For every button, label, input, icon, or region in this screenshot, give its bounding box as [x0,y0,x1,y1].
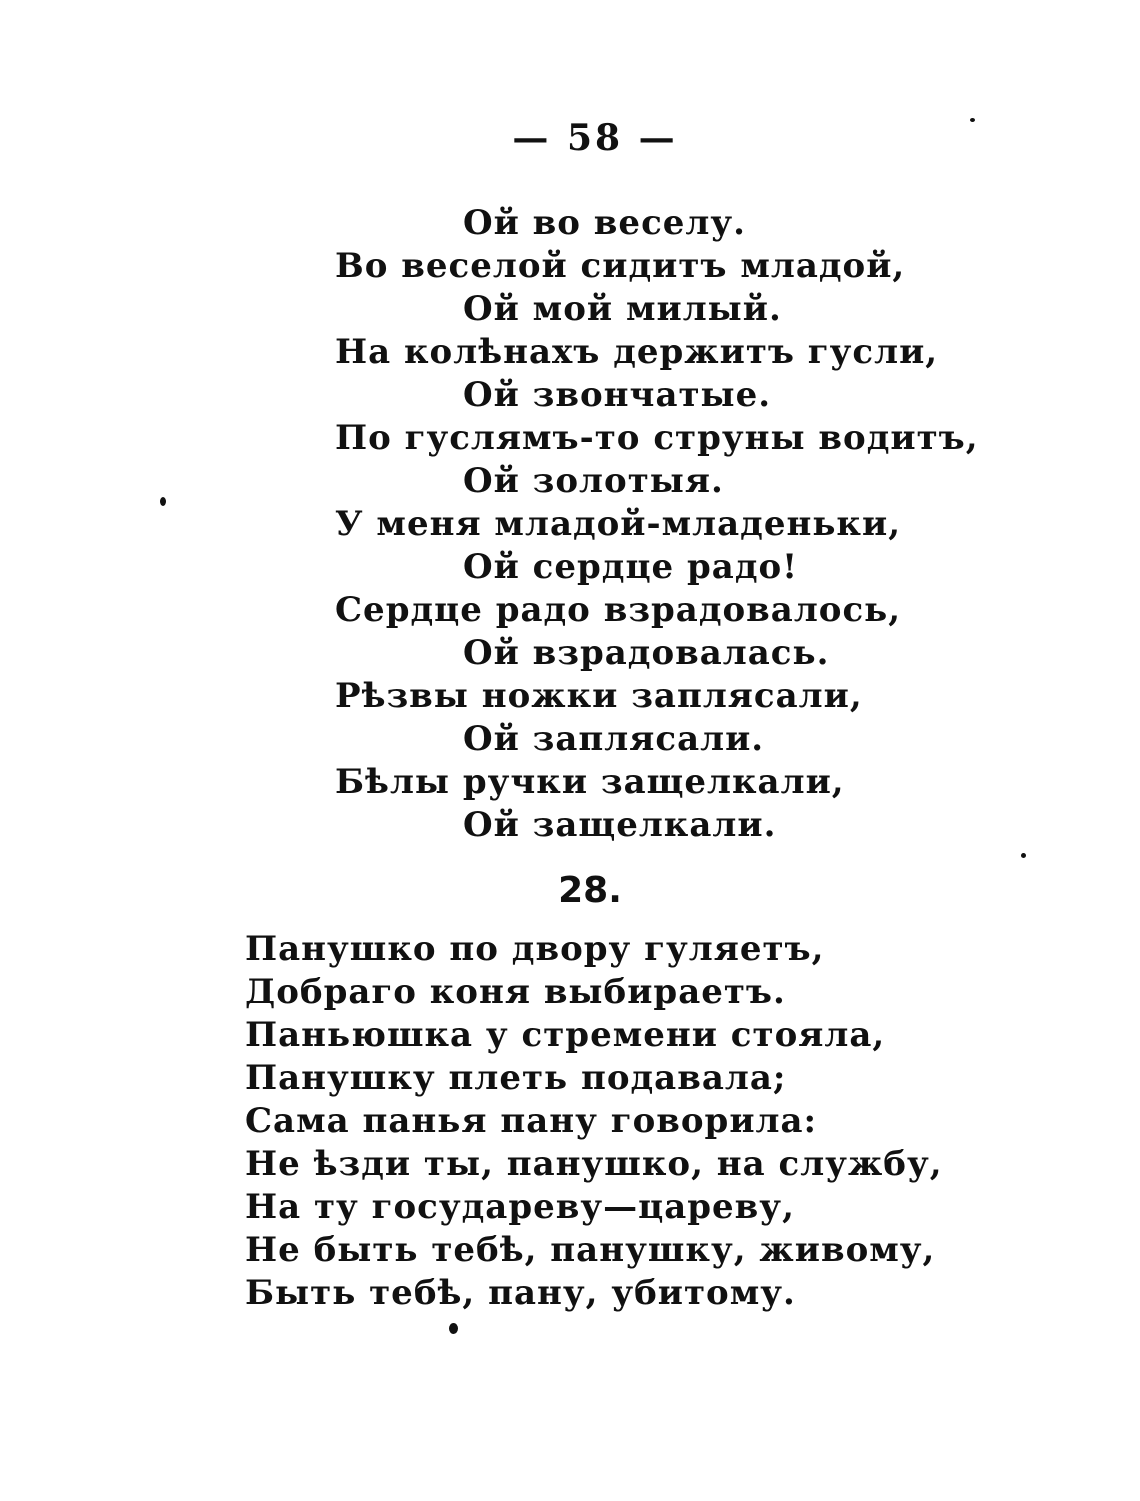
verse-line: Ой золотыя. [463,461,724,501]
verse-line: Ой заплясали. [463,719,765,759]
scan-speck [449,1323,458,1334]
verse-line: Ой защелкали. [463,805,777,845]
verse-line: Ой звончатые. [463,375,772,415]
verse-line: Ой во веселу. [463,203,746,243]
verse-line: По гуслямъ-то струны водитъ, [335,418,979,458]
verse-line: На ту государеву—цареву, [245,1187,795,1227]
verse-line: Ой мой милый. [463,289,782,329]
verse-line: Добраго коня выбираетъ. [245,972,786,1012]
verse-line: Сердце радо взрадовалось, [335,590,902,630]
verse-line: Паньюшка у стремени стояла, [245,1015,886,1055]
verse-line: Быть тебѣ, пану, убитому. [245,1273,796,1313]
scan-speck [160,497,166,506]
verse-line: Не ѣзди ты, панушко, на службу, [245,1144,943,1184]
verse-line: Панушко по двору гуляетъ, [245,929,825,969]
verse-line: У меня младой-младеньки, [335,504,902,544]
page-number: — 58 — [512,117,678,159]
verse-line: Панушку плеть подавала; [245,1058,787,1098]
verse-line: Ой взрадовалась. [463,633,830,673]
verse-line: Рѣзвы ножки заплясали, [335,676,863,716]
verse-line: Бѣлы ручки защелкали, [335,762,845,802]
verse-line: На колѣнахъ держитъ гусли, [335,332,939,372]
song-number: 28. [558,870,622,911]
verse-line: Не быть тебѣ, панушку, живому, [245,1230,936,1270]
verse-line: Ой сердце радо! [463,547,799,587]
scan-speck [1021,853,1026,858]
verse-line: Сама панья пану говорила: [245,1101,818,1141]
verse-line: Во веселой сидитъ младой, [335,246,906,286]
scan-speck [970,118,975,122]
